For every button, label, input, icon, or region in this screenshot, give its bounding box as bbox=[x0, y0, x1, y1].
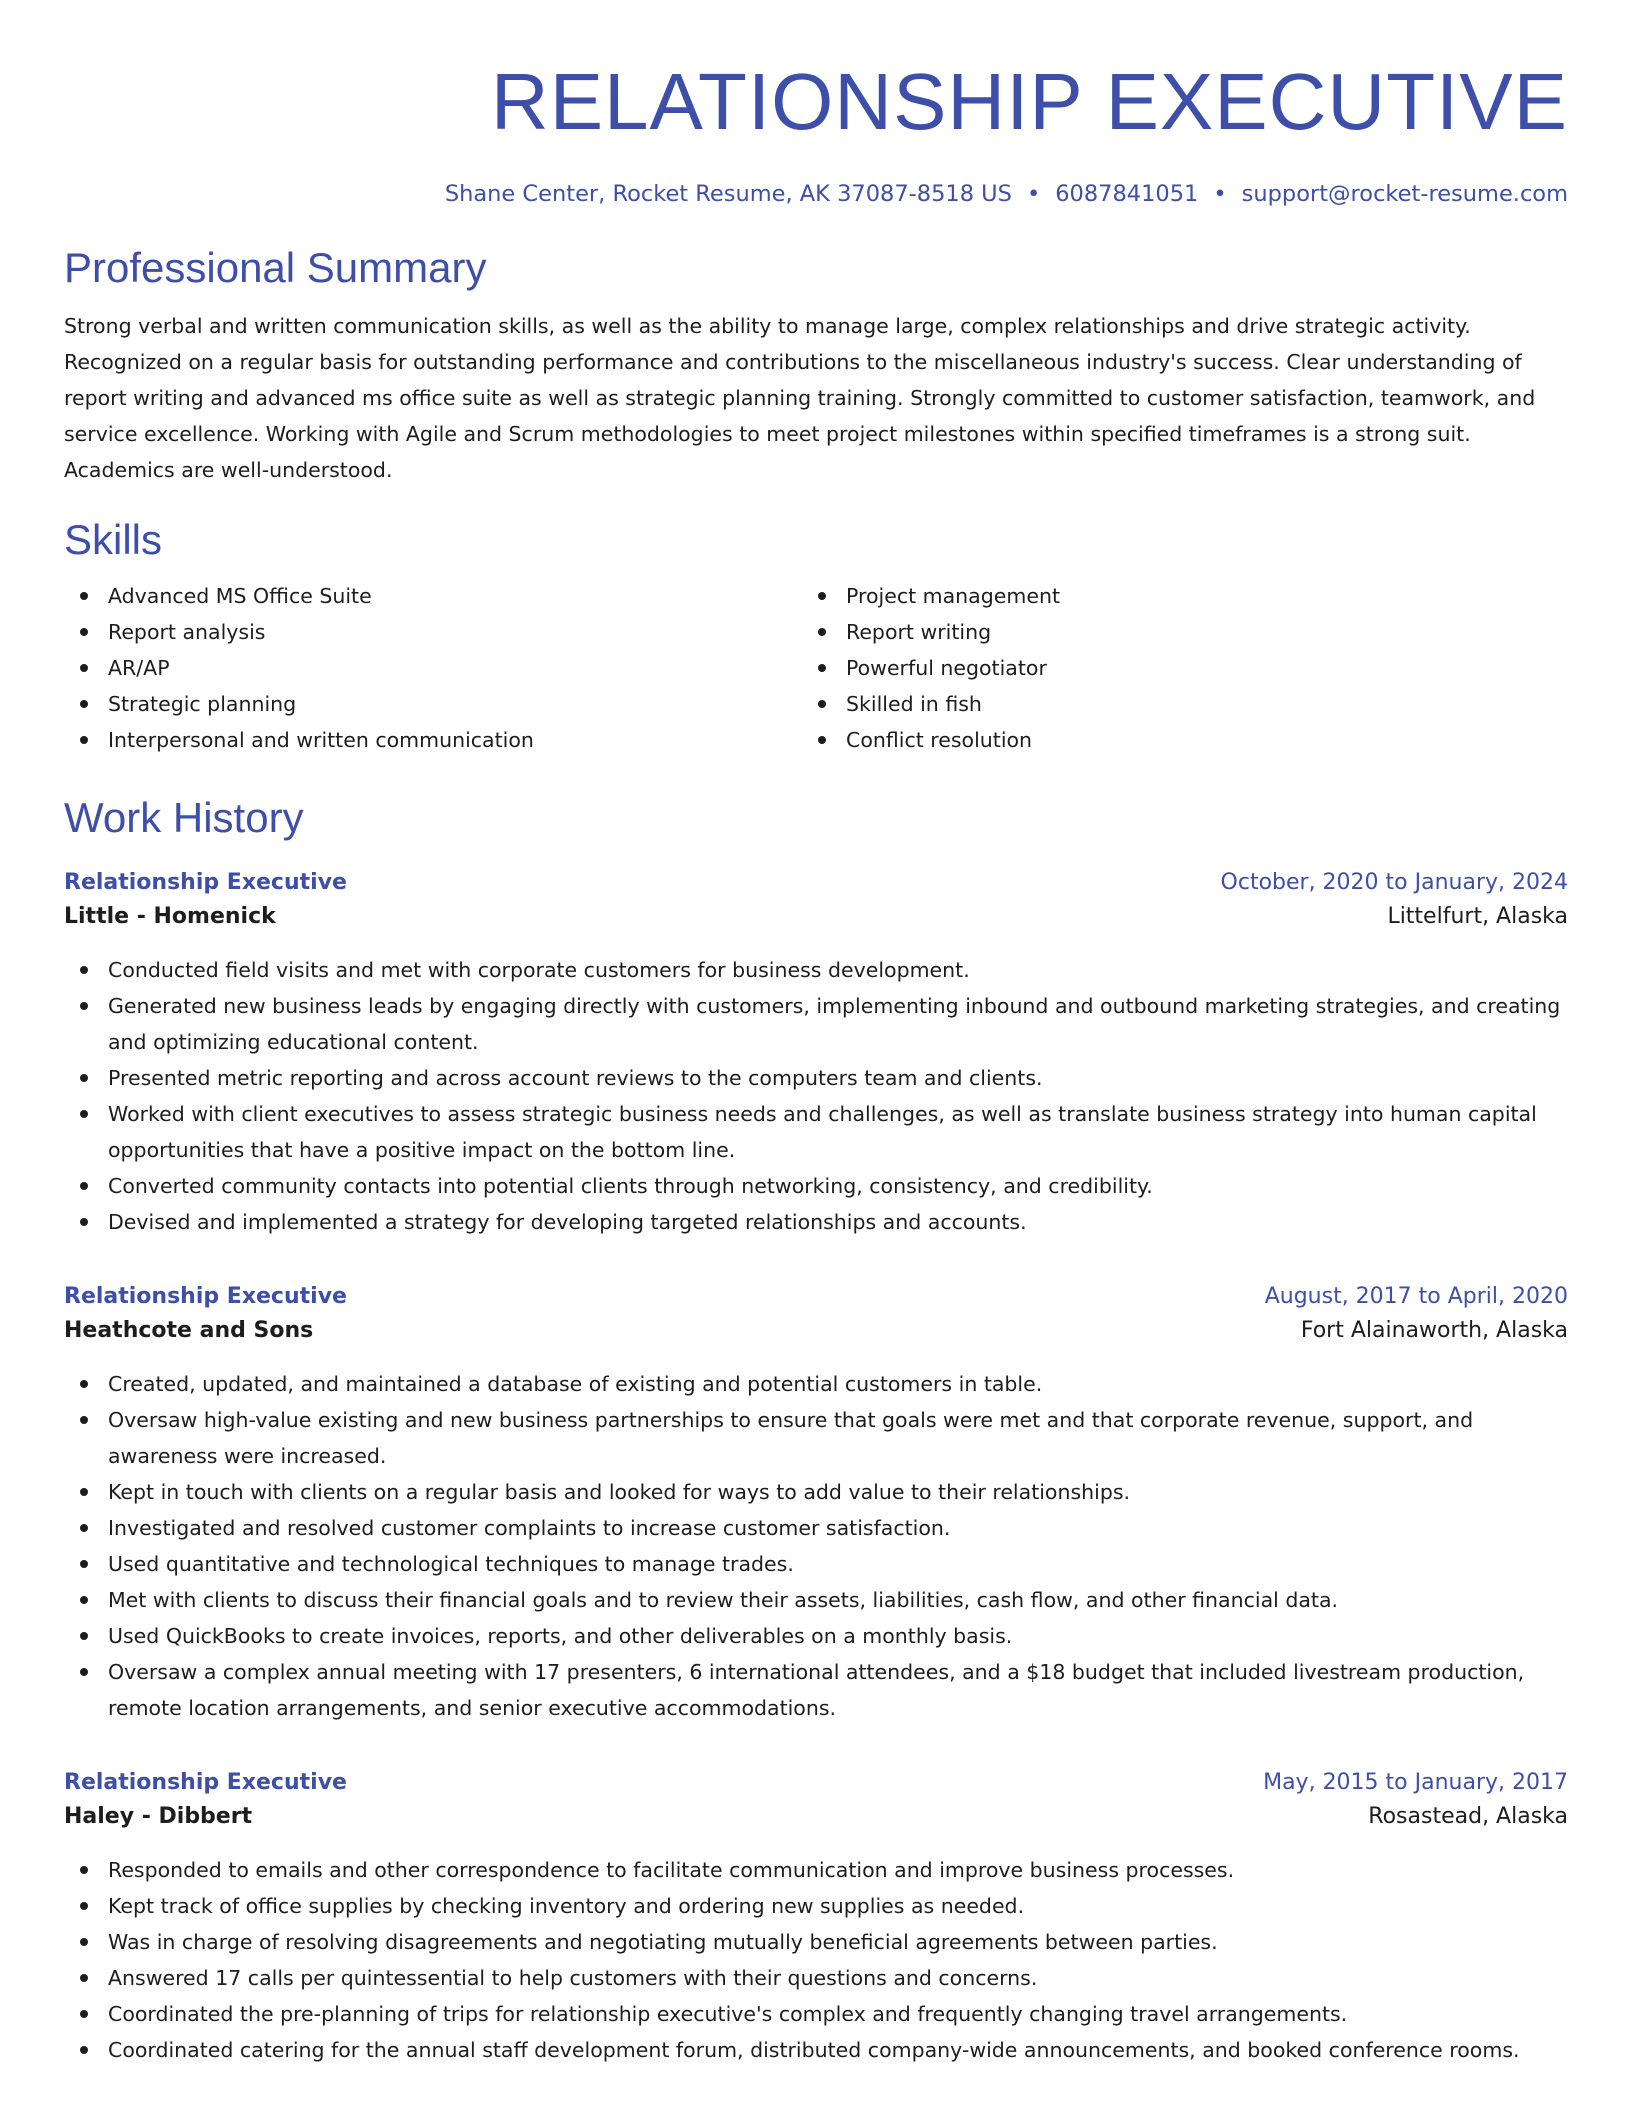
job-duty: Presented metric reporting and across account reviews to the computers team and clients. bbox=[64, 1060, 1568, 1096]
job-company: Heathcote and Sons bbox=[64, 1318, 314, 1343]
job-duty: Kept track of office supplies by checking inventory and ordering new supplies as needed. bbox=[64, 1888, 1568, 1924]
job-title-row bbox=[64, 1766, 1568, 1800]
job-duty: Oversaw a complex annual meeting with 17 presenters, 6 international attendees, and a $18 budget that included livestream production, remote location arrangements, and senior executive accommodations. bbox=[64, 1654, 1568, 1726]
contact-separator: • bbox=[1213, 181, 1227, 207]
job-duty: Worked with client executives to assess strategic business needs and challenges, as well as translate business strategy into human capital opportunities that have a positive impact on the bottom line. bbox=[64, 1096, 1568, 1168]
contact-phone: 6087841051 bbox=[1055, 181, 1199, 207]
job-company: Haley - Dibbert bbox=[64, 1804, 253, 1829]
contact-line bbox=[64, 178, 1568, 210]
job-duty: Created, updated, and maintained a database of existing and potential customers in table. bbox=[64, 1366, 1568, 1402]
job-dates: August, 2017 to April, 2020 bbox=[1264, 1284, 1568, 1309]
job-duty: Devised and implemented a strategy for developing targeted relationships and accounts. bbox=[64, 1204, 1568, 1240]
job-entry bbox=[64, 1766, 1568, 2068]
job-duty: Coordinated catering for the annual staff development forum, distributed company-wide announcements, and booked conference rooms. bbox=[64, 2032, 1568, 2068]
job-company-row bbox=[64, 1800, 1568, 1834]
job-company: Little - Homenick bbox=[64, 904, 276, 929]
skill-item: Report analysis bbox=[64, 614, 802, 650]
skill-item: Skilled in fish bbox=[802, 686, 1540, 722]
job-dates: May, 2015 to January, 2017 bbox=[1263, 1770, 1568, 1795]
job-title: Relationship Executive bbox=[64, 1770, 347, 1795]
contact-email[interactable]: support@rocket-resume.com bbox=[1241, 181, 1568, 207]
job-duty: Answered 17 calls per quintessential to help customers with their questions and concerns. bbox=[64, 1960, 1568, 1996]
job-duty: Used QuickBooks to create invoices, reports, and other deliverables on a monthly basis. bbox=[64, 1618, 1568, 1654]
skills-list-left bbox=[64, 578, 802, 758]
job-duty: Responded to emails and other correspondence to facilitate communication and improve business processes. bbox=[64, 1852, 1568, 1888]
job-entry bbox=[64, 1280, 1568, 1726]
job-dates: October, 2020 to January, 2024 bbox=[1220, 870, 1568, 895]
job-location: Littelfurt, Alaska bbox=[1387, 904, 1568, 929]
job-duty: Generated new business leads by engaging directly with customers, implementing inbound and outbound marketing strategies, and creating and optimizing educational content. bbox=[64, 988, 1568, 1060]
skill-item: Report writing bbox=[802, 614, 1540, 650]
summary-section bbox=[64, 242, 1568, 488]
job-entry bbox=[64, 866, 1568, 1240]
skill-item: Advanced MS Office Suite bbox=[64, 578, 802, 614]
job-duty: Coordinated the pre-planning of trips for relationship executive's complex and frequently changing travel arrangements. bbox=[64, 1996, 1568, 2032]
job-title: Relationship Executive bbox=[64, 1284, 347, 1309]
job-duty: Kept in touch with clients on a regular basis and looked for ways to add value to their relationships. bbox=[64, 1474, 1568, 1510]
skills-section bbox=[64, 514, 1568, 758]
skill-item: Interpersonal and written communication bbox=[64, 722, 802, 758]
job-duties bbox=[64, 1852, 1568, 2068]
skills-columns bbox=[64, 578, 1568, 758]
work-history-section bbox=[64, 792, 1568, 2068]
job-duty: Met with clients to discuss their financial goals and to review their assets, liabilities, cash flow, and other financial data. bbox=[64, 1582, 1568, 1618]
resume-header bbox=[64, 0, 1568, 210]
job-duties bbox=[64, 1366, 1568, 1726]
job-duty: Converted community contacts into potential clients through networking, consistency, and credibility. bbox=[64, 1168, 1568, 1204]
skill-item: AR/AP bbox=[64, 650, 802, 686]
summary-heading: Professional Summary bbox=[64, 244, 487, 291]
job-title: Relationship Executive bbox=[64, 870, 347, 895]
job-duty: Investigated and resolved customer complaints to increase customer satisfaction. bbox=[64, 1510, 1568, 1546]
job-title-row bbox=[64, 1280, 1568, 1314]
job-location: Fort Alainaworth, Alaska bbox=[1300, 1318, 1568, 1343]
job-company-row bbox=[64, 1314, 1568, 1348]
skills-list-right bbox=[802, 578, 1540, 758]
contact-separator: • bbox=[1026, 181, 1041, 207]
skill-item: Powerful negotiator bbox=[802, 650, 1540, 686]
job-duty: Used quantitative and technological techniques to manage trades. bbox=[64, 1546, 1568, 1582]
job-company-row bbox=[64, 900, 1568, 934]
skill-item: Conflict resolution bbox=[802, 722, 1540, 758]
work-history-heading: Work History bbox=[64, 794, 304, 841]
job-duties bbox=[64, 952, 1568, 1240]
job-duty: Conducted field visits and met with corporate customers for business development. bbox=[64, 952, 1568, 988]
job-duty: Was in charge of resolving disagreements and negotiating mutually beneficial agreements between parties. bbox=[64, 1924, 1568, 1960]
job-title-row bbox=[64, 866, 1568, 900]
job-duty: Oversaw high-value existing and new business partnerships to ensure that goals were met and that corporate revenue, support, and awareness were increased. bbox=[64, 1402, 1568, 1474]
job-location: Rosastead, Alaska bbox=[1368, 1804, 1568, 1829]
summary-text: Strong verbal and written communication skills, as well as the ability to manage large, complex relationships and drive strategic activity. Recognized on a regular basis for outstanding performance and contributions to the miscellaneous industry's success. Clear understanding of report writing and advanced ms office suite as well as strategic planning training. Strongly committed to customer satisfaction, teamwork, and service excellence. Working with Agile and Scrum methodologies to meet project milestones within specified timeframes is a strong suit. Academics are well-understood. bbox=[64, 314, 1536, 482]
skill-item: Project management bbox=[802, 578, 1540, 614]
skill-item: Strategic planning bbox=[64, 686, 802, 722]
skills-heading: Skills bbox=[64, 516, 163, 563]
candidate-name: RELATIONSHIP EXECUTIVE bbox=[490, 57, 1568, 146]
contact-address: Shane Center, Rocket Resume, AK 37087-8518 US bbox=[444, 181, 1012, 207]
